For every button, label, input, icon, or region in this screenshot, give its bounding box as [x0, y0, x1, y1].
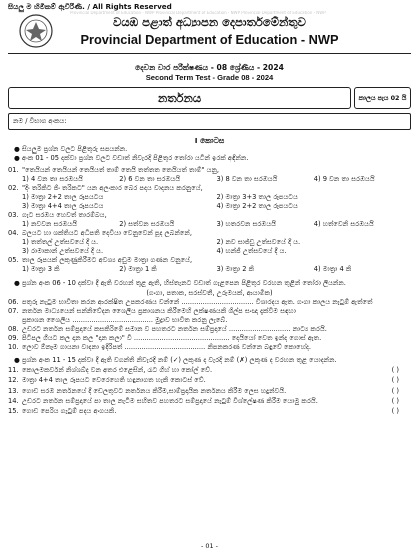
question[interactable]: 06. පතුරු නැටුම භාවිතා කරන ආරක්ෂිත උපකරණය වන්නේ .................................. විශාරදය ඇත. ගංගා කාලය නැටුම් ඇත්තේ	[8, 298, 373, 306]
option[interactable]: 2) 6 වන තා සරඹයයි	[119, 175, 181, 183]
answer-box[interactable]: ( )	[391, 407, 399, 416]
options[interactable]	[8, 220, 411, 229]
option[interactable]: 4) මාත්‍රා 2+2 තාල රූපයටය	[216, 202, 298, 210]
option[interactable]: 2) නව සාජ්ඩු උත්සවයේ දී ය.	[216, 238, 301, 246]
question[interactable]: 10. ලොව ඕනෑම ගායනා වාදනා ඉදිරිපත් ...................................... නිපනකරණ වන්නෙ බඳුවේ කොහේද.	[8, 343, 312, 351]
option[interactable]: 1) 4 වන තා සරඹයයි	[22, 175, 83, 183]
options[interactable]	[8, 202, 411, 211]
bullet-icon: ●	[14, 154, 20, 162]
answer-box[interactable]: ( )	[391, 376, 399, 385]
question: 01. "තෙයියන් තෙයියන් තෙයියත් තාම් තෙයි තත්තත තෙයියත් තාම්" යනු,	[8, 166, 220, 174]
instruction: ● ප්‍රශ්න අංක 06 - 10 දක්වා දී ඇති වරහන් තුළ ඇති, හිස්තැනට වඩාත් ගැළපෙන පිළිතුර වරහන තුළින් තෝරා ලියන්න.	[14, 279, 346, 287]
option[interactable]: 1) නවවන සරඹයයි	[22, 220, 78, 228]
answer-box[interactable]: ( )	[391, 386, 399, 395]
mcq-section	[8, 166, 411, 274]
time-allowed: කාලය පැය 02 යි	[354, 87, 411, 109]
department-title-sinhala: වයඹ පළාත් අධ්‍යාපන දෙපාර්තමේන්තුව	[113, 15, 306, 29]
option[interactable]: 3) මාත්‍රා 4+4 තාල රූපයටය	[22, 202, 104, 210]
option[interactable]: 4) 9 වන තා සරඹයයි	[313, 175, 375, 183]
bullet-icon: ●	[14, 145, 20, 153]
test-title-sinhala: දෙවන වාර පරීක්ෂණය - 08 ශ්‍රේණිය - 2024	[135, 63, 284, 72]
bullet-icon: ●	[14, 279, 20, 287]
instruction: ● සියලුම ප්‍රශ්න වලට පිළිතුරු සපයන්න.	[14, 145, 128, 153]
tf-question: 11. කොලමකර්වන් නිශ්ශබ්ද වන අතර එළෙසින්, රැට ගිහ් හා කෝල් වේ. ( )	[8, 366, 399, 374]
tf-question: 14. උඩරට නර්තන සම්ප්‍රදායේ පා තාල නැටීම සහිතව පහතරට සම්ප්‍රදායේ නැටුම් විශ්ලේෂණ කිරීම යොමු කරයි. ( )	[8, 396, 399, 405]
options[interactable]	[8, 247, 411, 256]
watermark: Provincial Department of Education - NWP Provincial Department of Education - NWP Provincial Department of Education - NWP	[70, 11, 326, 15]
header	[8, 11, 411, 63]
answer-box[interactable]: ( )	[391, 396, 399, 405]
option[interactable]: 3) 8 වන තා සරඹයයි	[216, 175, 278, 183]
question: 04. බලයට හා ශක්තියට අධිපති දෙවියා වෙනුවෙන් පූද ලබන්නේ,	[8, 229, 192, 237]
option[interactable]: 2) සත්වන සරඹයයි	[119, 220, 175, 228]
header-divider	[8, 53, 411, 54]
question[interactable]: 08. උඩරට නර්තන සම්ප්‍රදායේ කසකිරිමේ සමාන ව පහතරට නර්තන සම්ප්‍රදායේ ............................. නාට්‍ය කරයි.	[8, 325, 327, 333]
subject-title: නර්තනය	[8, 87, 351, 109]
tf-question: 15. ගොඩ පෙරිය ගැටුම් පදය අංගයකි. ( )	[8, 407, 399, 416]
question: 03. ගැට සරඹය හෙවත් තාරම්බය,	[8, 211, 107, 219]
name-field[interactable]: නම / විභාග අංකය:	[8, 113, 411, 130]
option[interactable]: 1) මාත්‍රා 2+2 තාල රූපයටය	[22, 193, 104, 201]
fill-section	[8, 298, 411, 352]
question[interactable]: ප්‍රකාශන ශෛලිය ...................................... මුද්‍රාව භාවිත කරනු ලැබේ.	[22, 316, 228, 324]
options[interactable]	[8, 265, 411, 274]
option[interactable]: 3) රාමාකාන් උත්සවයේ දී ය.	[22, 247, 104, 255]
true-false-section	[8, 365, 411, 416]
subject-row	[8, 87, 411, 109]
question: 02. "දිං තරිකිට ජිං තරිකට" යන අලංකාර බෙර පදය වාදනය කරනුයේ,	[8, 184, 203, 192]
bullet-icon: ●	[14, 356, 20, 364]
word-bank: (ගංගා, පතාක, සරස්වතී, උරුමයක්, ආයාමික)	[146, 289, 273, 297]
tf-question: 12. මාත්‍රා 4+4 තාල රූපයට වෙරෙහෙති හඳුනාගත හැකි කොටස් වේ. ( )	[8, 376, 399, 385]
instruction: ● ප්‍රශ්න අංක 11 - 15 දක්වා දී ඇති වගන්ති නිවැරදි නම් (✓) ලකුණ ද වැරදි නම් (✗) ලකුණ ද වරහන තුළ යොදන්න.	[14, 356, 337, 364]
instruction: ● අංක 01 - 05 දක්වා ප්‍රශ්න වලට වඩාත් නිවැරදි පිළිතුර තෝරා යටින් ඉරක් අඳින්න.	[14, 154, 249, 162]
option[interactable]: 2) මාත්‍රා 1 කි	[119, 265, 157, 273]
tf-question: 13. ගොඩ සරඹ නර්තනයේ දී ඩෙලතුවට නර්තනය කිරීම,සාම්ප්‍රදායික නර්තනය කිරීම ලෙස හදුන්වයි. ( )	[8, 386, 399, 395]
option[interactable]: 4) හත්වෙනි සරඹයයි	[313, 220, 374, 228]
options[interactable]	[8, 238, 411, 247]
question: 05. තාල රූපයක් ලකුණුකිරීමට අවශ්‍ය අඩුම මාත්‍රා ගණන වනුයේ,	[8, 256, 193, 264]
option[interactable]: 3) හතරවන සරඹයයි	[216, 220, 277, 228]
question[interactable]: 09. පිටිපල ගීයට කල දාන කල "දාන කලා" වී ............................................. දෙයියෝ වෙත ඉන්ද ගොස් ඇත.	[8, 334, 322, 342]
department-title-english: Provincial Department of Education - NWP	[80, 32, 339, 47]
option[interactable]: 4) හන්ජි උත්සවයේ දී ය.	[216, 247, 287, 255]
answer-box[interactable]: ( )	[391, 366, 399, 374]
part-title: I කොටස	[194, 136, 225, 145]
option[interactable]: 1) තත්තල් උත්සවයේ දී ය.	[22, 238, 99, 246]
option[interactable]: 4) මාත්‍රා 4 කි	[313, 265, 352, 273]
option[interactable]: 3) මාත්‍රා 2 කි	[216, 265, 255, 273]
options[interactable]	[8, 175, 411, 184]
option[interactable]: 2) මාත්‍රා 3+3 තාල රූපයටය	[216, 193, 298, 201]
option[interactable]: 1) මාත්‍රා 3 කි	[22, 265, 60, 273]
rights-notice: සියලු ම හිමිකම් ඇවිරිණි. / All Rights Reserved	[8, 2, 172, 11]
options[interactable]	[8, 193, 411, 202]
page-number: - 01 -	[200, 542, 219, 550]
question[interactable]: 07. නර්තන මාධ්‍යයෙන් සන්නිවේදන ශෛලීය ප්‍රකාශනය කිරීමෙහි ලක්ෂණයකි ශිල්ප සංඥා දැක්වීම සඳහා	[8, 307, 296, 315]
test-title-english: Second Term Test - Grade 08 - 2024	[145, 73, 274, 82]
